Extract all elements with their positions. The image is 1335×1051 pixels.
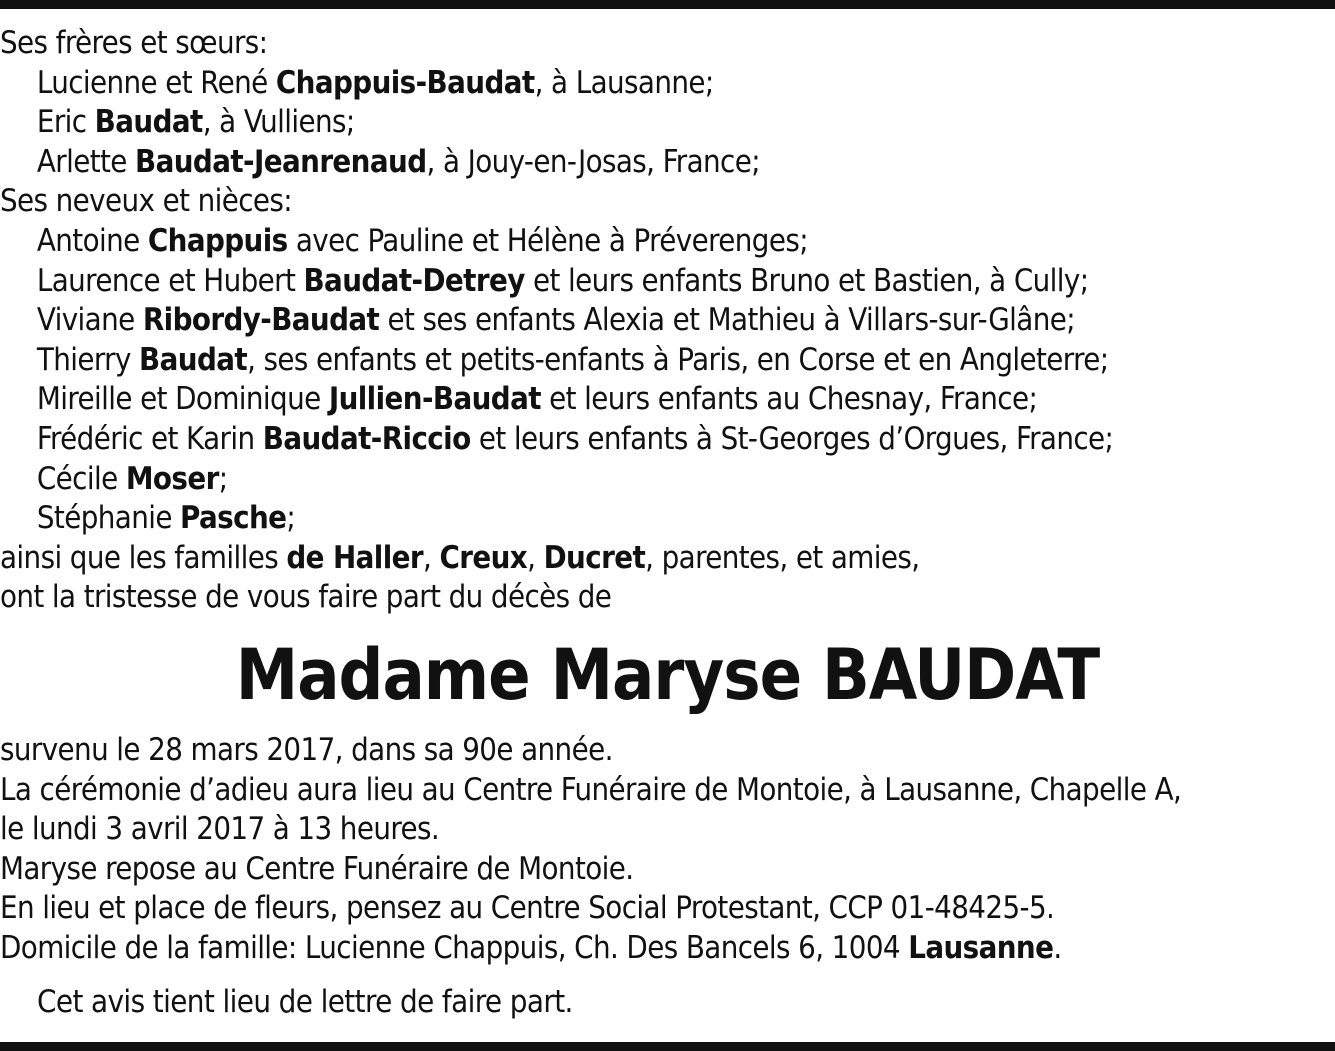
entry-prefix: Mireille et Dominique [36, 381, 329, 418]
entry-suffix: , à Vulliens; [202, 104, 355, 141]
entry-suffix: ; [218, 460, 228, 497]
nephew-entry [0, 262, 1330, 302]
entry-prefix: Thierry [36, 341, 140, 378]
entry-surname: Chappuis [147, 222, 288, 259]
entry-suffix: , à Jouy-en-Josas, France; [426, 143, 760, 180]
funeral-details [0, 731, 1335, 969]
nephew-entry [0, 499, 1330, 539]
entry-prefix: Laurence et Hubert [36, 262, 304, 299]
entry-surname: Moser [125, 460, 219, 497]
nephew-entry [0, 301, 1330, 341]
nephew-entry [0, 222, 1330, 262]
entry-surname: Jullien-Baudat [328, 381, 541, 418]
entry-prefix: Stéphanie [36, 500, 181, 537]
nephew-entry [0, 460, 1330, 500]
families-prefix: ainsi que les familles [0, 539, 287, 576]
entry-suffix: et leurs enfants au Chesnay, France; [540, 381, 1038, 418]
nephew-entry [0, 420, 1330, 460]
entry-surname: Baudat [94, 104, 203, 141]
bottom-rule [0, 1042, 1335, 1051]
nephew-entry [0, 380, 1330, 420]
entry-prefix: Viviane [36, 302, 143, 339]
entry-surname: Chappuis-Baudat [275, 64, 535, 101]
entry-suffix: , ses enfants et petits-enfants à Paris, en Corse et en Angleterre; [247, 341, 1109, 378]
entry-suffix: et leurs enfants Bruno et Bastien, à Cully; [524, 262, 1089, 299]
ceremony-line: La cérémonie d’adieu aura lieu au Centre Funéraire de Montoie, à Lausanne, Chapelle A, [0, 771, 1182, 808]
nephews-heading: Ses neveux et nièces: [0, 183, 293, 220]
families-separator: , [527, 539, 544, 576]
families-line [0, 539, 1330, 579]
entry-prefix: Arlette [36, 143, 136, 180]
nephew-entry [0, 341, 1330, 381]
entry-prefix: Cécile [36, 460, 126, 497]
sibling-entry [0, 103, 1330, 143]
top-rule [0, 0, 1335, 9]
entry-surname: Baudat-Riccio [262, 420, 471, 457]
domicile-line [0, 929, 1330, 969]
family-name: Creux [439, 539, 528, 576]
death-date-line: survenu le 28 mars 2017, dans sa 90e année. [0, 732, 613, 768]
family-list [0, 24, 1335, 618]
entry-suffix: et ses enfants Alexia et Mathieu à Villars-sur-Glâne; [379, 302, 1075, 339]
deceased-name: Madame Maryse BAUDAT [235, 634, 1100, 716]
rests-line: Maryse repose au Centre Funéraire de Montoie. [0, 850, 634, 887]
closing-note: Cet avis tient lieu de lettre de faire part. [37, 984, 573, 1020]
entry-prefix: Lucienne et René [36, 64, 276, 101]
entry-surname: Ribordy-Baudat [142, 302, 380, 339]
entry-suffix: ; [286, 500, 296, 537]
sibling-entry [0, 143, 1330, 183]
entry-suffix: et leurs enfants à St-Georges d’Orgues, France; [470, 420, 1114, 457]
family-name: de Haller [286, 539, 423, 576]
domicile-suffix: . [1053, 929, 1062, 966]
entry-suffix: , à Lausanne; [534, 64, 714, 101]
entry-prefix: Eric [36, 104, 95, 141]
entry-suffix: avec Pauline et Hélène à Préverenges; [287, 222, 809, 259]
siblings-heading: Ses frères et sœurs: [0, 25, 268, 61]
entry-prefix: Antoine [36, 222, 148, 259]
ceremony-date-line: le lundi 3 avril 2017 à 13 heures. [0, 811, 440, 848]
entry-surname: Baudat [139, 341, 248, 378]
sibling-entry [0, 64, 1330, 104]
domicile-city: Lausanne [908, 929, 1054, 966]
intro-line: ont la tristesse de vous faire part du décès de [0, 579, 612, 616]
entry-surname: Baudat-Jeanrenaud [135, 143, 427, 180]
families-suffix: , parentes, et amies, [645, 539, 920, 576]
entry-surname: Pasche [180, 500, 287, 537]
entry-prefix: Frédéric et Karin [36, 420, 263, 457]
donations-line: En lieu et place de fleurs, pensez au Centre Social Protestant, CCP 01-48425-5. [0, 890, 1055, 927]
family-name: Ducret [543, 539, 646, 576]
families-separator: , [422, 539, 440, 576]
entry-surname: Baudat-Detrey [303, 262, 525, 299]
domicile-address: Domicile de la famille: Lucienne Chappuis, Ch. Des Bancels 6, 1004 [0, 929, 909, 966]
